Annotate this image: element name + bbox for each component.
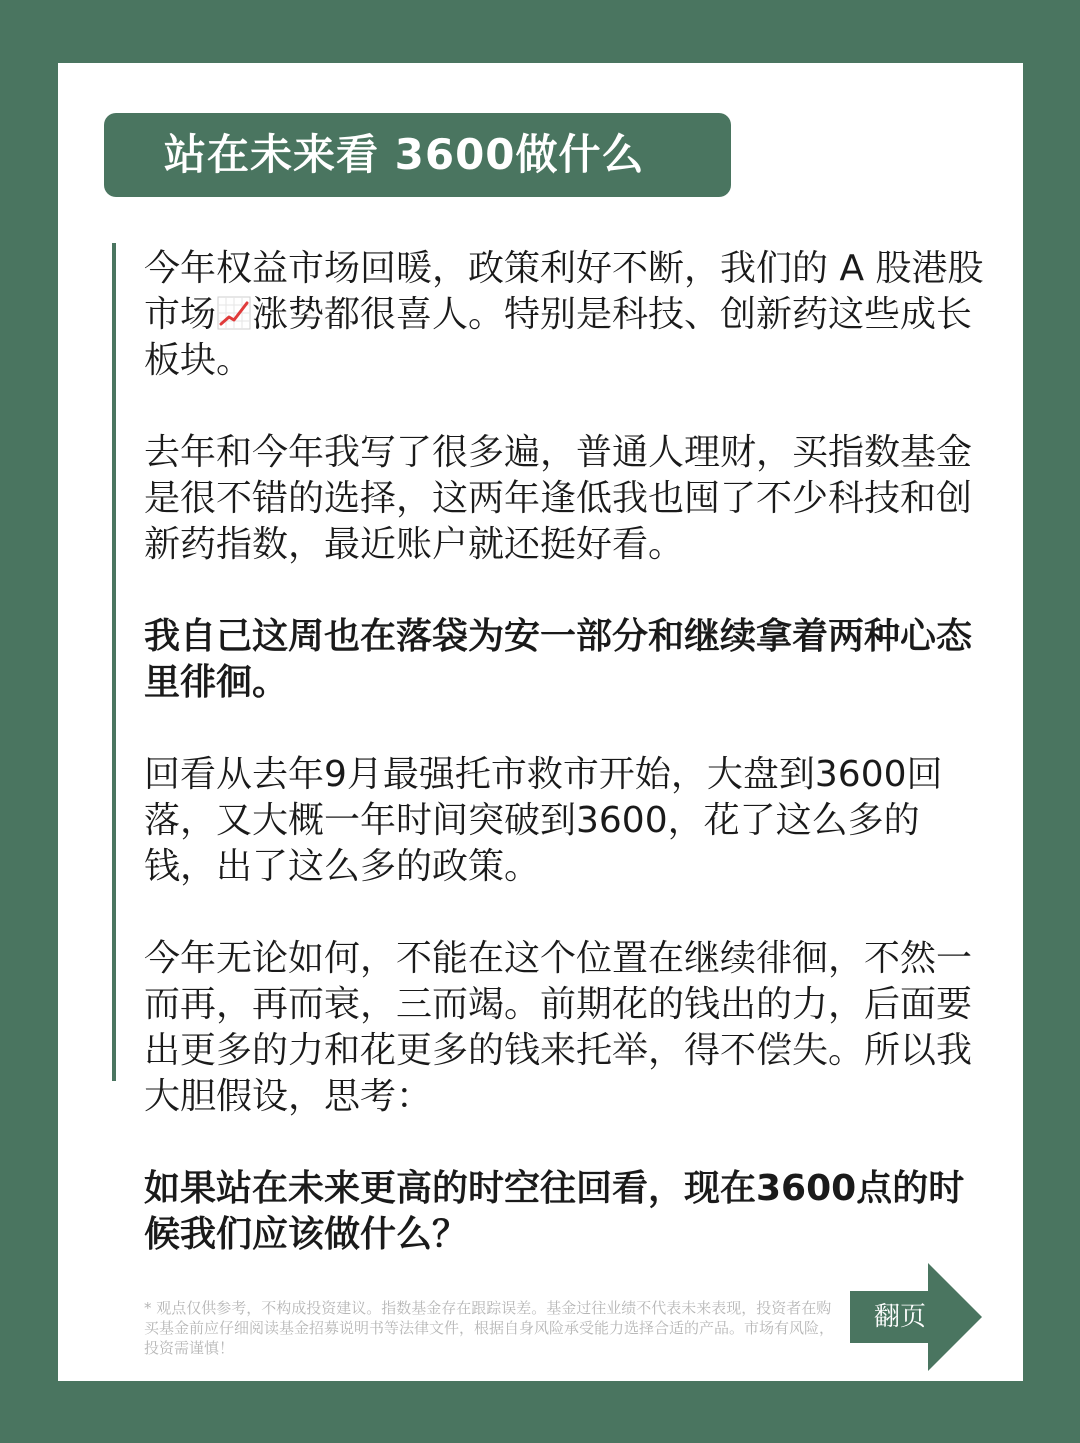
paragraph-1 xyxy=(144,246,984,384)
paragraph-1-text-b: 涨势都很喜人。特别是科技、创新药这些成长板块。 xyxy=(144,294,973,381)
paragraph-1-text-a: 今年权益市场回暖，政策利好不断，我们的 A 股港股市场 xyxy=(144,248,984,335)
chart-increasing-icon xyxy=(217,296,251,330)
content-card xyxy=(58,63,1023,1381)
paragraph-3: 我自己这周也在落袋为安一部分和继续拿着两种心态里徘徊。 xyxy=(144,616,973,703)
accent-divider xyxy=(112,243,116,1081)
next-page-button[interactable] xyxy=(850,1263,982,1371)
paragraph-5: 今年无论如何，不能在这个位置在继续徘徊，不然一而再，再而衰，三而竭。前期花的钱出的力，后面要出更多的力和花更多的钱来托举，得不偿失。所以我大胆假设，思考： xyxy=(144,938,973,1117)
article-body xyxy=(144,246,984,1304)
paragraph-6: 如果站在未来更高的时空往回看，现在3600点的时候我们应该做什么？ xyxy=(144,1168,965,1255)
disclaimer-text: * 观点仅供参考，不构成投资建议。指数基金存在跟踪误差。基金过往业绩不代表未来表现，投资者在购买基金前应仔细阅读基金招募说明书等法律文件，根据自身风险承受能力选择合适的产品。市场有风险，投资需谨慎！ xyxy=(144,1299,835,1357)
next-page-label: 翻页 xyxy=(873,1302,926,1332)
paragraph-2: 去年和今年我写了很多遍，普通人理财，买指数基金是很不错的选择，这两年逢低我也囤了不少科技和创新药指数，最近账户就还挺好看。 xyxy=(144,432,973,565)
page-title: 站在未来看 3600做什么 xyxy=(104,113,731,197)
paragraph-4: 回看从去年9月最强托市救市开始，大盘到3600回落，又大概一年时间突破到3600，花了这么多的钱，出了这么多的政策。 xyxy=(144,754,943,887)
